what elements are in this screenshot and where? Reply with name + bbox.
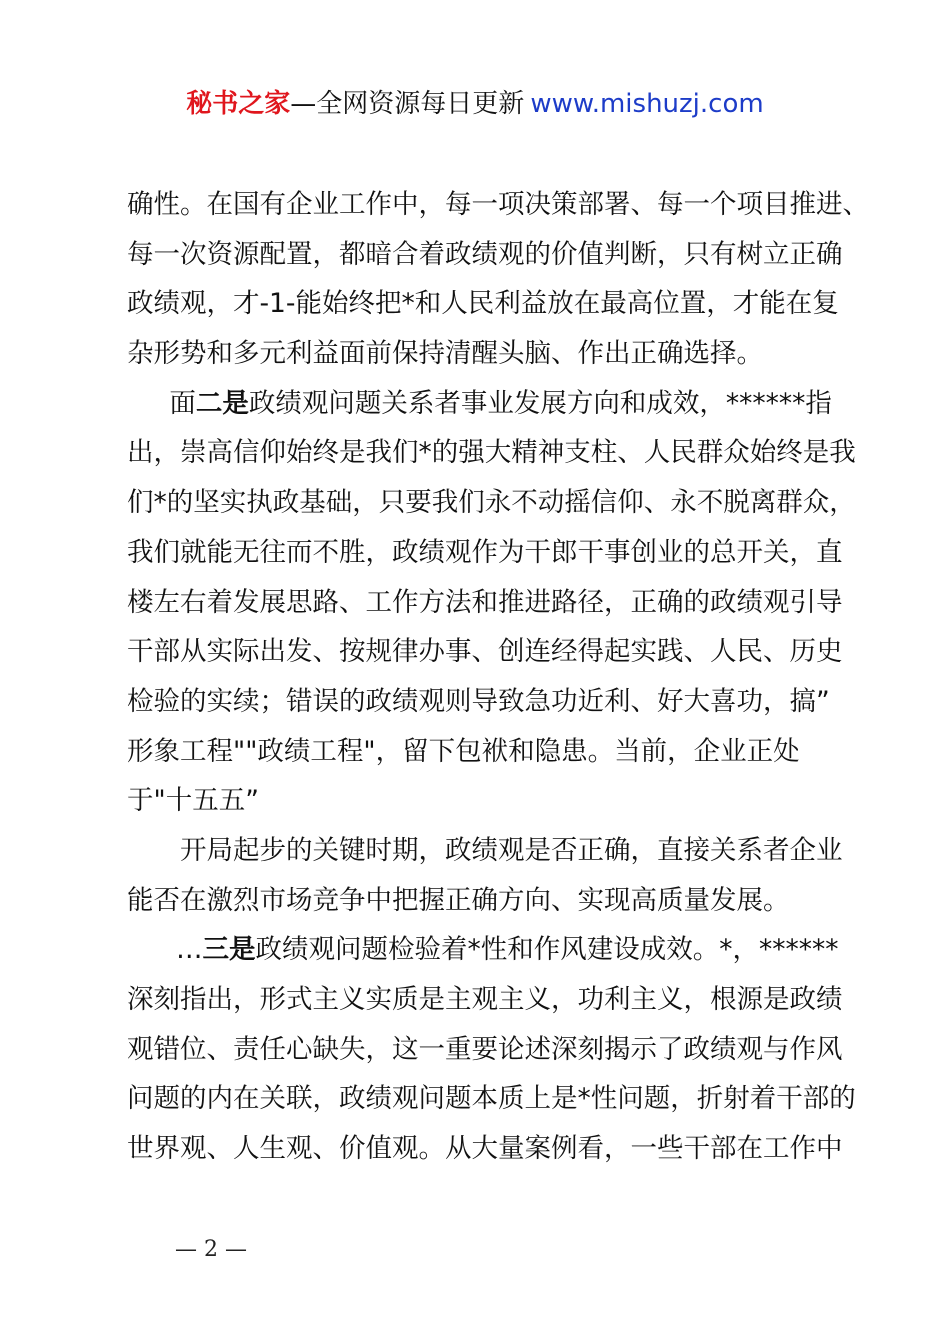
text-line xyxy=(127,727,837,777)
header-url[interactable]: www.mishuzj.com xyxy=(530,89,764,119)
line-text: 检验的实续；错误的政绩观则导致急功近利、好大喜功，搞” xyxy=(127,685,830,717)
text-line xyxy=(127,876,837,926)
line-text: 确性。在国有企业工作中，每一项决策部署、每一个项目推进、 xyxy=(127,189,869,220)
text-line xyxy=(127,627,843,677)
text-line xyxy=(127,180,869,230)
line-text: 于"十五五” xyxy=(127,785,259,817)
line-text: 形象工程""政绩工程"，留下包袱和隐患。当前，企业正处 xyxy=(127,735,800,767)
line-text: 我们就能无往而不胜，政绩观作为干郎干事创业的总开关，直 xyxy=(127,536,843,568)
section-marker: 三是 xyxy=(202,934,256,966)
page-header xyxy=(0,86,950,122)
line-text: 楼左右着发展思路、工作方法和推进路径，正确的政绩观引导 xyxy=(127,586,843,618)
line-text: 政绩观问题关系者事业发展方向和成效，******指 xyxy=(248,387,832,419)
text-line xyxy=(127,975,843,1025)
line-text: 观错位、责任心缺失，这一重要论述深刻揭示了政绩观与作风 xyxy=(127,1033,843,1065)
line-text: 们*的坚实执政基础，只要我们永不动摇信仰、永不脱离群众， xyxy=(127,487,856,519)
section-marker: 二是 xyxy=(195,387,249,419)
text-line xyxy=(127,1124,843,1174)
text-line xyxy=(127,578,843,628)
line-text: 世界观、人生观、价值观。从大量案例看，一些干部在工作中 xyxy=(127,1133,843,1165)
text-line xyxy=(127,478,856,528)
text-line xyxy=(127,1074,856,1124)
line-text: 开局起步的关键时期，政绩观是否正确，直接关系者企业 xyxy=(180,834,843,866)
page-number: — 2 — xyxy=(175,1237,247,1262)
text-line xyxy=(127,776,837,826)
text-line xyxy=(127,230,843,280)
text-line xyxy=(127,379,837,429)
text-line xyxy=(127,1025,843,1075)
line-text: 能否在激烈市场竞争中把握正确方向、实现高质量发展。 xyxy=(127,884,790,916)
text-line xyxy=(127,329,837,379)
line-text: 政绩观，才-1-能始终把*和人民利益放在最高位置，才能在复 xyxy=(127,288,839,320)
text-line xyxy=(127,279,837,329)
line-text: 政绩观问题检验着*性和作风建设成效。*，****** xyxy=(255,934,839,966)
document-body xyxy=(127,180,869,1174)
text-line xyxy=(127,528,843,578)
text-line xyxy=(127,428,856,478)
line-text: 杂形势和多元利益面前保持清醒头脑、作出正确选择。 xyxy=(127,338,763,370)
line-text: 干部从实际出发、按规律办事、创连经得起实践、人民、历史 xyxy=(127,636,843,668)
line-prefix: … xyxy=(176,934,203,966)
brand-name: 秘书之家 xyxy=(186,89,291,119)
text-line xyxy=(127,826,843,876)
text-line xyxy=(127,925,837,975)
line-text: 深刻指出，形式主义实质是主观主义，功利主义，根源是政绩 xyxy=(127,984,843,1015)
line-text: 问题的内在关联，政绩观问题本质上是*性问题，折射着干部的 xyxy=(127,1083,856,1115)
header-slogan: —全网资源每日更新 xyxy=(290,89,525,119)
line-prefix: 面 xyxy=(169,387,196,419)
line-text: 出，崇高信仰始终是我们*的强大精神支柱、人民群众始终是我 xyxy=(127,437,856,469)
text-line xyxy=(127,677,837,727)
line-text: 每一次资源配置，都暗合着政绩观的价值判断，只有树立正确 xyxy=(127,238,843,270)
